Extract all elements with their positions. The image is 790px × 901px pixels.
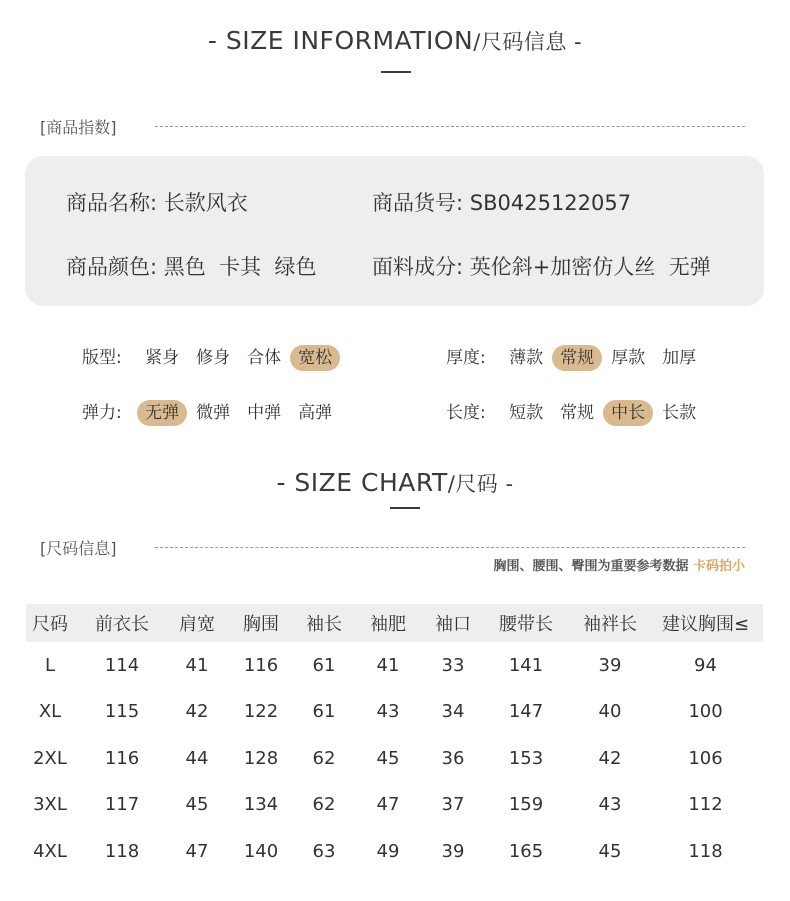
table-row	[26, 735, 763, 782]
table-cell: 140	[243, 840, 279, 862]
product-info-card	[25, 156, 764, 306]
product-index-label: [商品指数]	[40, 115, 127, 138]
attr-length-option: 中长	[603, 400, 653, 426]
product-sku-value: SB0425122057	[469, 191, 632, 215]
reference-note-highlight: 卡码拍小	[692, 559, 745, 574]
table-cell: 62	[312, 794, 336, 816]
size-information-title-cn: /尺码信息 -	[473, 30, 583, 54]
table-cell: 44	[185, 747, 209, 769]
table-cell: 45	[598, 840, 622, 862]
product-sku-label: 商品货号:	[372, 191, 464, 215]
attr-thickness-option: 厚款	[611, 348, 646, 368]
column-header: 袖袢长	[583, 614, 637, 635]
table-cell: 159	[508, 794, 544, 816]
product-color-label: 商品颜色:	[66, 255, 158, 279]
attr-fit-option: 宽松	[290, 345, 340, 371]
table-row	[26, 828, 763, 875]
size-information-title-en: - SIZE INFORMATION	[207, 26, 474, 55]
attr-thickness-option: 薄款	[509, 348, 544, 368]
table-cell: 42	[185, 701, 209, 723]
table-cell: 43	[376, 701, 400, 723]
attr-fit-option: 合体	[247, 348, 282, 368]
table-cell: XL	[38, 701, 62, 723]
column-header: 袖肥	[370, 614, 406, 635]
column-header: 胸围	[243, 614, 279, 635]
attr-length-option: 短款	[509, 403, 544, 423]
table-cell: 61	[312, 701, 336, 723]
column-header: 肩宽	[179, 614, 215, 635]
table-cell: 37	[441, 794, 465, 816]
table-row	[26, 782, 763, 829]
table-cell: 47	[376, 794, 400, 816]
attr-elasticity-option: 微弹	[196, 403, 231, 423]
attr-elasticity-label: 弹力:	[82, 403, 122, 423]
size-information-title	[0, 26, 790, 56]
table-cell: 128	[243, 747, 279, 769]
table-cell: 49	[376, 840, 400, 862]
size-chart-title	[0, 468, 790, 498]
product-sku	[372, 187, 631, 217]
attr-elasticity-options	[137, 403, 341, 423]
table-cell: L	[44, 654, 56, 676]
table-cell: 61	[312, 654, 336, 676]
dashed-divider-2	[155, 547, 745, 548]
attr-elasticity-option: 高弹	[298, 403, 333, 423]
table-cell: 47	[185, 840, 209, 862]
table-cell: 165	[508, 840, 544, 862]
attr-thickness-options	[501, 348, 705, 368]
attr-elasticity	[82, 398, 341, 426]
size-info-label: [尺码信息]	[40, 536, 127, 559]
size-table-header	[26, 604, 763, 642]
table-cell: 4XL	[33, 840, 67, 862]
table-cell: 42	[598, 747, 622, 769]
table-cell: 43	[598, 794, 622, 816]
reference-note	[493, 555, 745, 574]
table-cell: 2XL	[33, 747, 67, 769]
product-fabric-value: 英伦斜+加密仿人丝 无弹	[469, 255, 711, 279]
table-cell: 153	[508, 747, 544, 769]
table-cell: 118	[688, 840, 723, 862]
table-cell: 116	[104, 747, 140, 769]
size-table	[26, 604, 763, 875]
table-cell: 141	[508, 654, 544, 676]
attr-thickness-option: 加厚	[662, 348, 697, 368]
table-cell: 63	[312, 840, 336, 862]
attr-length-label: 长度:	[446, 403, 486, 423]
table-row	[26, 642, 763, 689]
table-cell: 115	[104, 701, 140, 723]
attr-length-option: 长款	[662, 403, 697, 423]
attr-length-option: 常规	[560, 403, 595, 423]
table-cell: 3XL	[33, 794, 67, 816]
table-cell: 117	[104, 794, 140, 816]
product-fabric	[372, 251, 711, 281]
table-cell: 45	[376, 747, 400, 769]
table-cell: 116	[243, 654, 279, 676]
attr-length-options	[501, 403, 705, 423]
table-cell: 118	[104, 840, 140, 862]
table-cell: 114	[104, 654, 140, 676]
column-header: 前衣长	[95, 614, 149, 635]
table-cell: 94	[694, 654, 717, 676]
attr-thickness-label: 厚度:	[446, 348, 486, 368]
size-table-body	[26, 642, 763, 875]
size-chart-title-en: - SIZE CHART	[276, 468, 448, 497]
size-chart-title-cn: /尺码 -	[447, 472, 514, 496]
column-header: 尺码	[32, 614, 68, 635]
attr-fit-options	[137, 348, 341, 368]
attr-fit-label: 版型:	[82, 348, 122, 368]
attr-thickness-option: 常规	[552, 345, 602, 371]
table-cell: 41	[376, 654, 400, 676]
table-cell: 100	[688, 701, 723, 723]
table-cell: 122	[243, 701, 279, 723]
table-cell: 33	[441, 654, 465, 676]
dashed-divider	[155, 126, 745, 127]
product-color	[66, 251, 316, 281]
attr-thickness	[446, 343, 705, 371]
reference-note-text: 胸围、腰围、臀围为重要参考数据	[493, 559, 689, 574]
table-cell: 39	[441, 840, 465, 862]
title-underline	[381, 71, 411, 73]
table-cell: 34	[441, 701, 465, 723]
attr-fit-option: 修身	[196, 348, 231, 368]
table-cell: 134	[243, 794, 279, 816]
column-header: 腰带长	[499, 614, 553, 635]
product-name	[66, 187, 248, 217]
table-cell: 45	[185, 794, 209, 816]
product-fabric-label: 面料成分:	[372, 255, 464, 279]
table-row	[26, 689, 763, 736]
attr-elasticity-option: 中弹	[247, 403, 282, 423]
table-cell: 147	[508, 701, 544, 723]
column-header: 袖口	[435, 614, 471, 635]
product-name-value: 长款风衣	[163, 191, 248, 215]
attr-fit-option: 紧身	[145, 348, 180, 368]
table-cell: 106	[688, 747, 723, 769]
table-cell: 112	[688, 794, 723, 816]
table-cell: 41	[185, 654, 209, 676]
table-cell: 40	[598, 701, 622, 723]
attr-fit	[82, 343, 341, 371]
table-cell: 36	[441, 747, 465, 769]
attr-elasticity-option: 无弹	[137, 400, 187, 426]
column-header: 建议胸围≤	[661, 614, 750, 635]
size-chart-underline	[390, 507, 420, 509]
table-cell: 62	[312, 747, 336, 769]
product-color-value: 黑色 卡其 绿色	[163, 255, 317, 279]
attr-length	[446, 398, 705, 426]
column-header: 袖长	[306, 614, 342, 635]
table-cell: 39	[598, 654, 622, 676]
product-name-label: 商品名称:	[66, 191, 158, 215]
